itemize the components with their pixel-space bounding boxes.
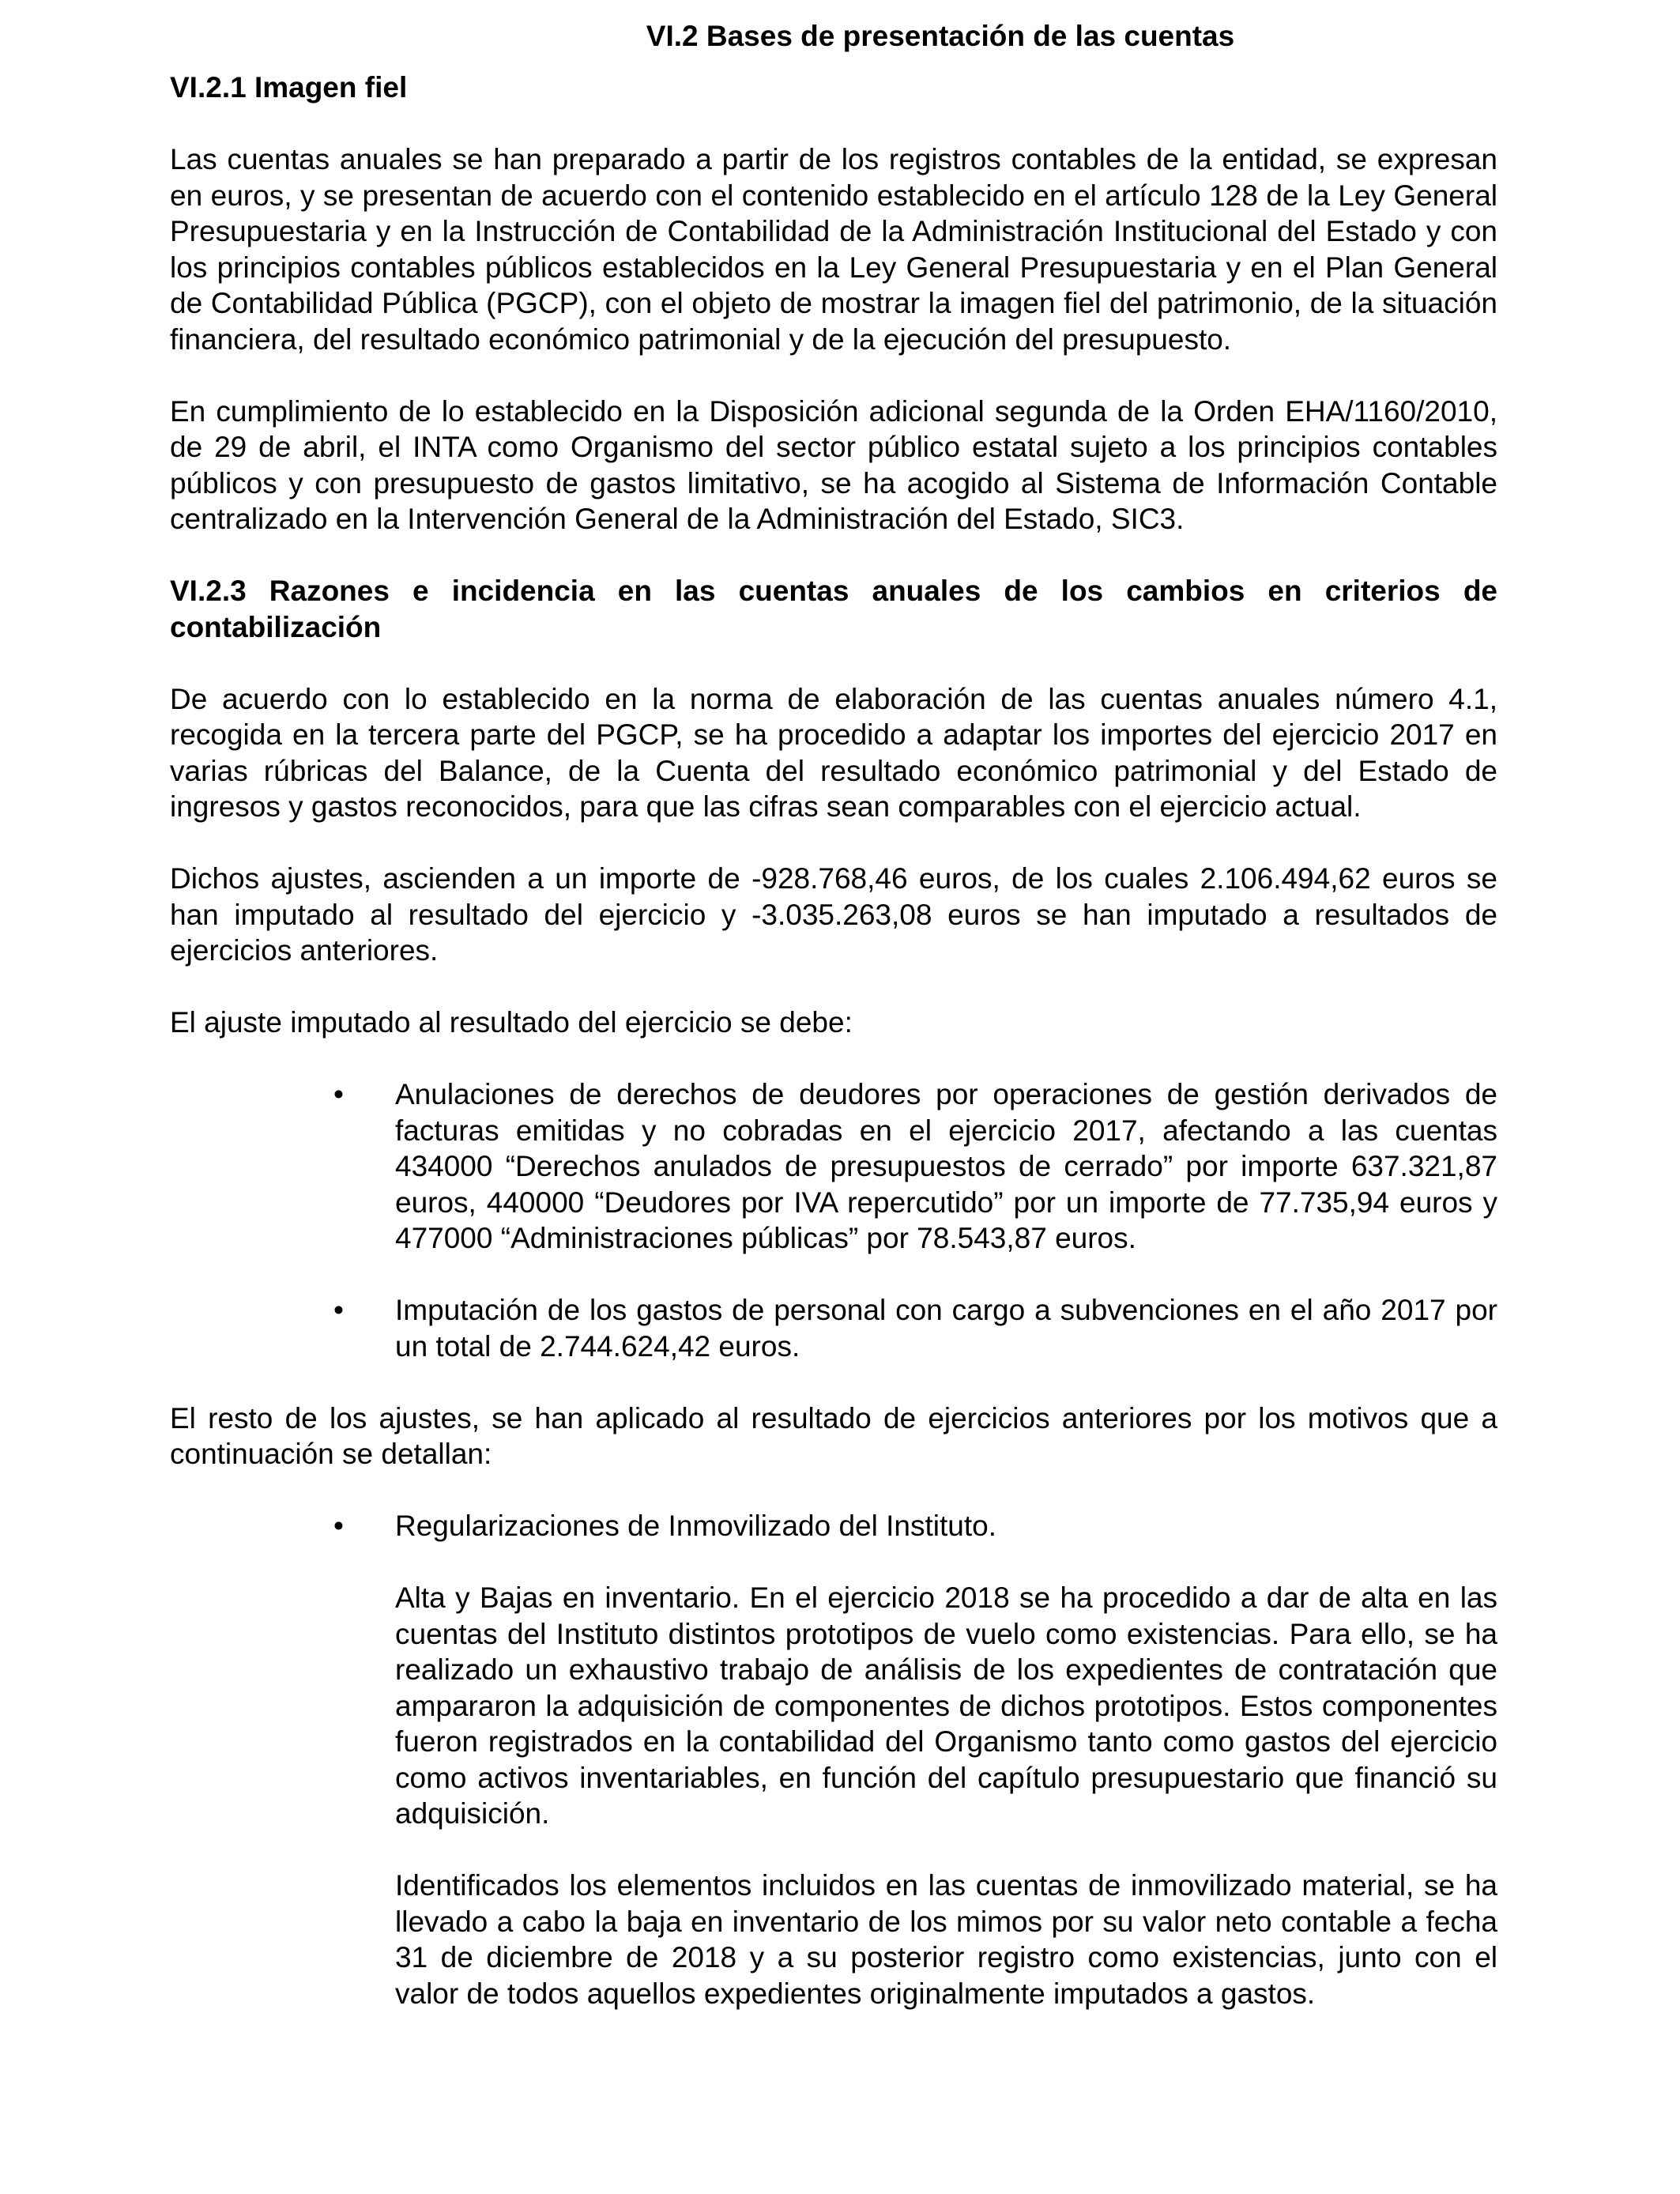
spacer	[170, 645, 1497, 681]
spacer	[170, 1257, 1497, 1293]
list-item	[170, 1292, 1497, 1364]
spacer	[170, 55, 1497, 70]
document-page	[170, 17, 1497, 2011]
list-item-text: Anulaciones de derechos de deudores por operaciones de gestión derivados de facturas emitidas y no cobradas en el ejercicio 2017, afectando a las cuentas 434000 “Derechos anulados de presupuestos de cerrado” por importe 637.321,87 euros, 440000 “Deudores por IVA repercutido” por un importe de 77.735,94 euros y 477000 “Administraciones públicas” por 78.543,87 euros.	[395, 1078, 1497, 1254]
spacer	[170, 1544, 1497, 1581]
spacer	[170, 1364, 1497, 1400]
bullet-icon: •	[333, 1510, 344, 1542]
spacer	[170, 537, 1497, 574]
paragraph: En cumplimiento de lo establecido en la Disposición adicional segunda de la Orden EHA/1160/2010, de 29 de abril, el INTA como Organismo del sector público estatal sujeto a los principios contables públicos y con presupuesto de gastos limitativo, se ha acogido al Sistema de Información Contable centralizado en la Intervención General de la Administración del Estado, SIC3.	[170, 394, 1497, 535]
spacer	[395, 1832, 1497, 1868]
page-title: VI.2 Bases de presentación de las cuentas	[646, 20, 1235, 52]
section-heading-imagen-fiel: VI.2.1 Imagen fiel	[170, 71, 408, 104]
paragraph: Las cuentas anuales se han preparado a partir de los registros contables de la entidad, se expresan en euros, y se presentan de acuerdo con el contenido establecido en el artículo 128 de la Ley General Presupuestaria y en la Instrucción de Contabilidad de la Administración Institucional del Estado y con los principios contables públicos establecidos en la Ley General Presupuestaria y en el Plan General de Contabilidad Pública (PGCP), con el objeto de mostrar la imagen fiel del patrimonio, de la situación financiera, del resultado económico patrimonial y de la ejecución del presupuesto.	[170, 143, 1497, 356]
bullet-list-resto	[170, 1508, 1497, 1544]
indented-block	[170, 1580, 1497, 2011]
paragraph: Alta y Bajas en inventario. En el ejercicio 2018 se ha procedido a dar de alta en las cuentas del Instituto distintos prototipos de vuelo como existencias. Para ello, se ha realizado un exhaustivo trabajo de análisis de los expedientes de contratación que ampararon la adquisición de componentes de dichos prototipos. Estos componentes fueron registrados en la contabilidad del Organismo tanto como gastos del ejercicio como activos inventariables, en función del capítulo presupuestario que financió su adquisición.	[395, 1581, 1497, 1830]
paragraph: El resto de los ajustes, se han aplicado al resultado de ejercicios anteriores por los motivos que a continuación se detallan:	[170, 1401, 1497, 1470]
spacer	[170, 357, 1497, 394]
paragraph: El ajuste imputado al resultado del ejercicio se debe:	[170, 1006, 853, 1039]
list-item	[170, 1076, 1497, 1257]
list-item	[170, 1508, 1497, 1544]
bullet-list-ajuste	[170, 1076, 1497, 1364]
spacer	[170, 1041, 1497, 1077]
paragraph: Dichos ajustes, ascienden a un importe de -928.768,46 euros, de los cuales 2.106.494,62 euros se han imputado al resultado del ejercicio y -3.035.263,08 euros se han imputado a resultados de ejercicios anteriores.	[170, 862, 1497, 967]
paragraph: De acuerdo con lo establecido en la norma de elaboración de las cuentas anuales número 4.1, recogida en la tercera parte del PGCP, se ha procedido a adaptar los importes del ejercicio 2017 en varias rúbricas del Balance, de la Cuenta del resultado económico patrimonial y del Estado de ingresos y gastos reconocidos, para que las cifras sean comparables con el ejercicio actual.	[170, 682, 1497, 823]
list-item-text: Regularizaciones de Inmovilizado del Instituto.	[395, 1510, 996, 1542]
bullet-icon: •	[333, 1294, 344, 1326]
spacer	[170, 106, 1497, 142]
section-heading-razones: VI.2.3 Razones e incidencia en las cuentas anuales de los cambios en criterios de contabilización	[170, 575, 1497, 643]
spacer	[170, 969, 1497, 1005]
spacer	[170, 825, 1497, 861]
paragraph: Identificados los elementos incluidos en las cuentas de inmovilizado material, se ha llevado a cabo la baja en inventario de los mimos por su valor neto contable a fecha 31 de diciembre de 2018 y a su posterior registro como existencias, junto con el valor de todos aquellos expedientes originalmente imputados a gastos.	[395, 1869, 1497, 2010]
spacer	[170, 1472, 1497, 1509]
list-item-text: Imputación de los gastos de personal con cargo a subvenciones en el año 2017 por un total de 2.744.624,42 euros.	[395, 1294, 1497, 1363]
bullet-icon: •	[333, 1078, 344, 1110]
